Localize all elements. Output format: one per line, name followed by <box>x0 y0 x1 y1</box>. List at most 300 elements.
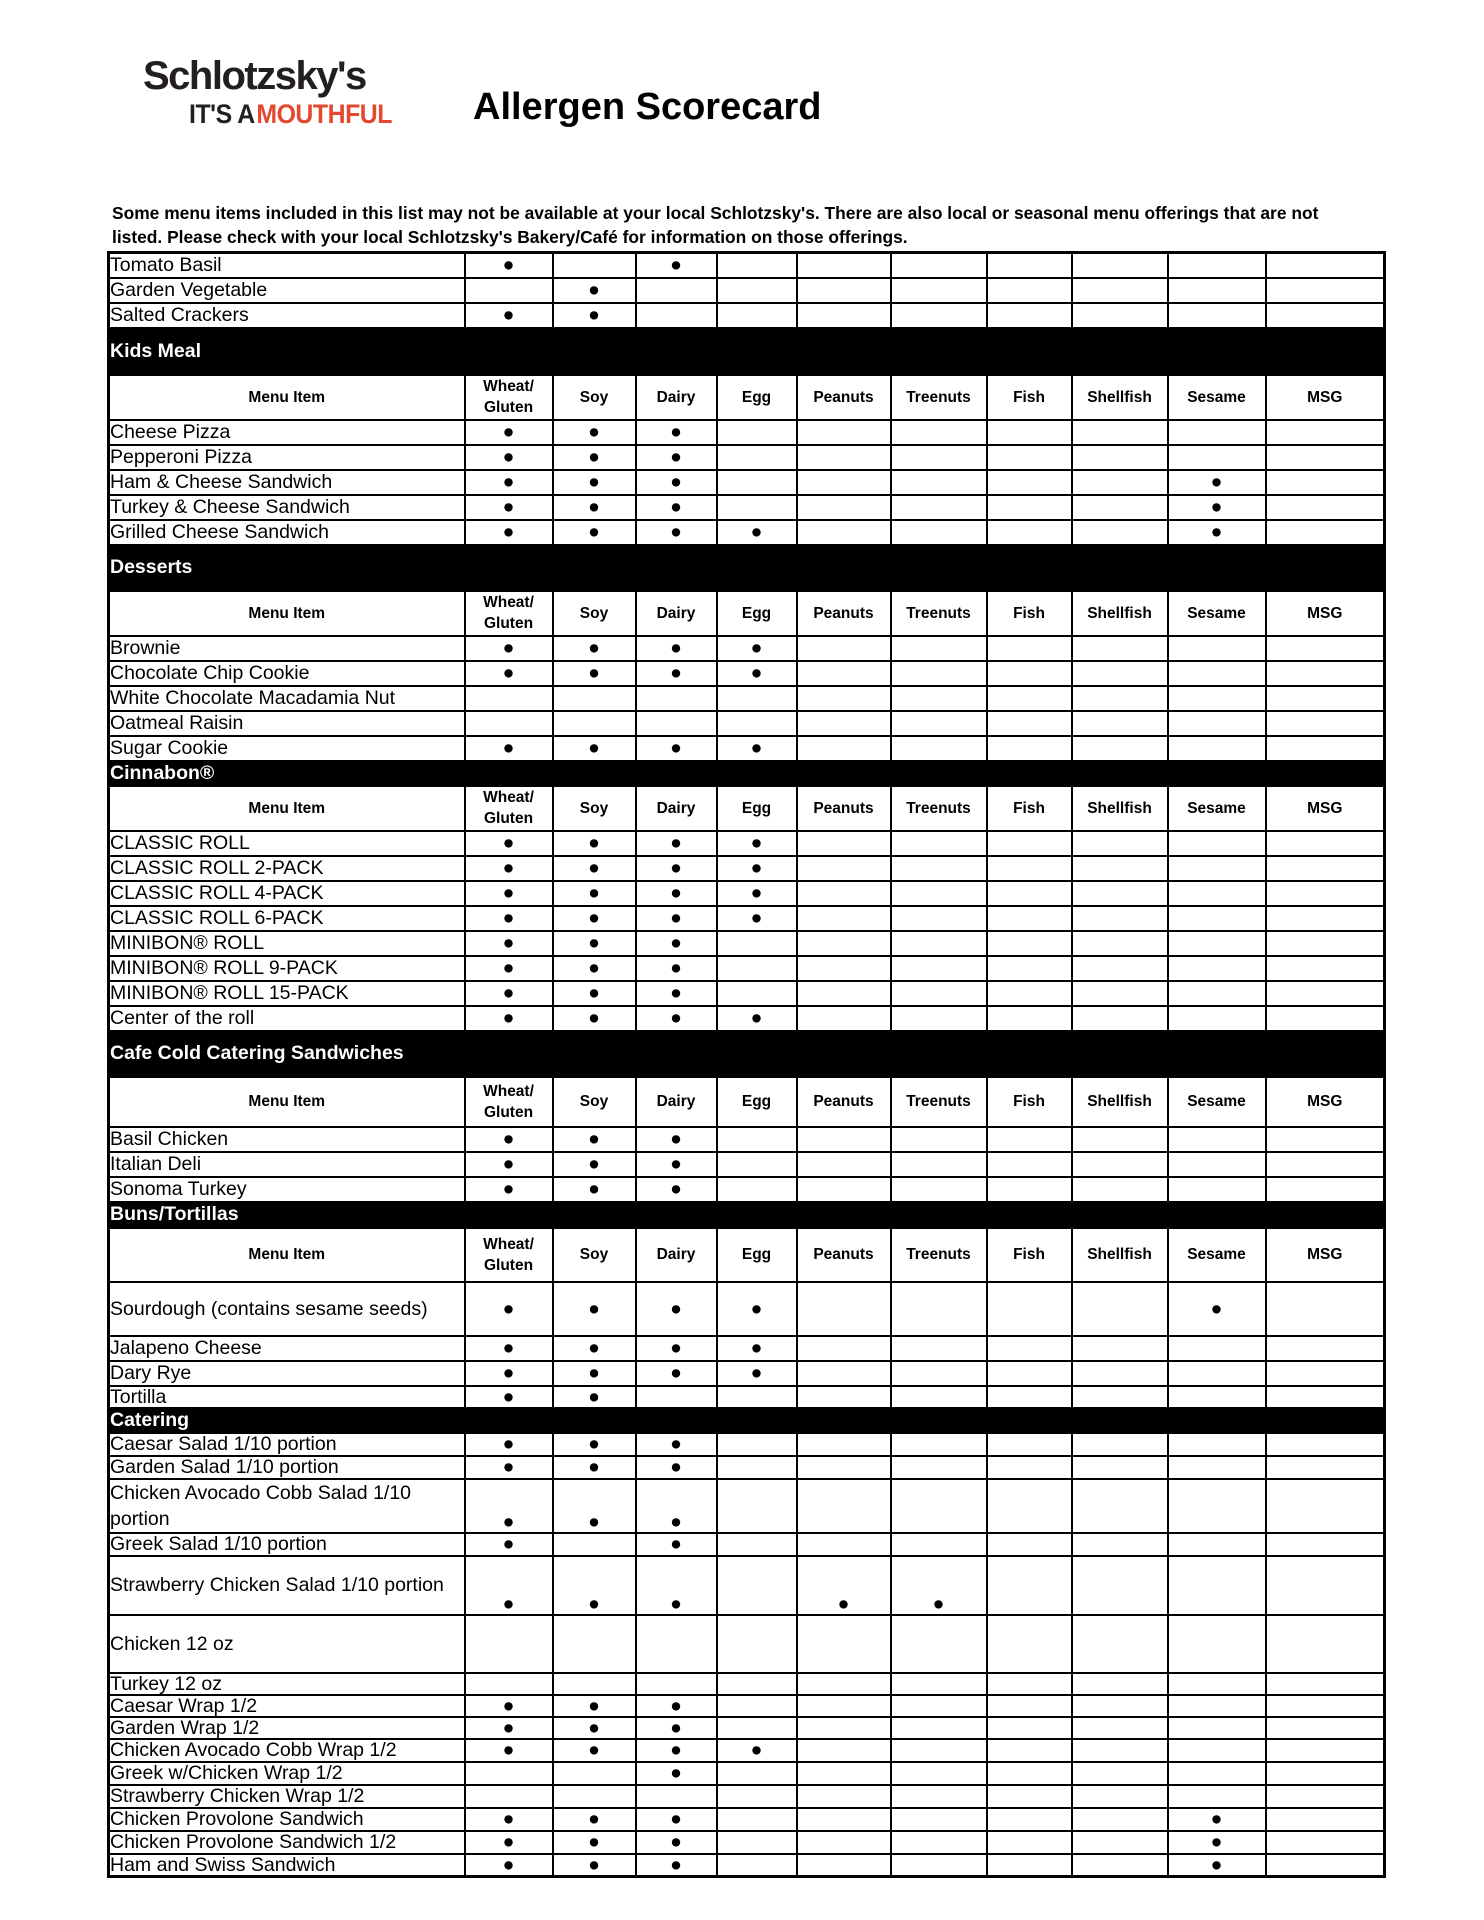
allergen-cell-dairy <box>636 1433 717 1456</box>
table-row <box>109 1831 1385 1854</box>
allergen-cell-shellfish <box>1072 1127 1168 1152</box>
allergen-cell-peanuts <box>797 1386 891 1408</box>
allergen-cell-treenuts <box>891 661 987 686</box>
page-title: Allergen Scorecard <box>473 86 822 128</box>
contains-allergen-dot-icon: ● <box>588 737 600 759</box>
allergen-cell-fish <box>987 906 1072 931</box>
allergen-cell-treenuts <box>891 495 987 520</box>
allergen-cell-sesame <box>1168 278 1266 303</box>
table-row <box>109 956 1385 981</box>
allergen-cell-shellfish <box>1072 1006 1168 1031</box>
allergen-cell-soy <box>553 636 636 661</box>
allergen-cell-shellfish <box>1072 1739 1168 1762</box>
contains-allergen-dot-icon: ● <box>750 1362 763 1384</box>
allergen-cell-msg <box>1266 1673 1385 1695</box>
table-row <box>109 686 1385 711</box>
allergen-cell-peanuts <box>797 1717 891 1739</box>
allergen-cell-msg <box>1266 1739 1385 1762</box>
contains-allergen-dot-icon: ● <box>670 662 682 684</box>
column-header-row <box>109 786 1385 831</box>
allergen-cell-egg <box>717 1556 797 1615</box>
allergen-cell-msg <box>1266 981 1385 1006</box>
allergen-cell-msg <box>1266 1177 1385 1202</box>
contains-allergen-dot-icon: ● <box>750 882 763 904</box>
contains-allergen-dot-icon: ● <box>502 737 515 759</box>
allergen-cell-shellfish <box>1072 1152 1168 1177</box>
allergen-cell-egg <box>717 881 797 906</box>
allergen-cell-soy <box>553 1615 636 1673</box>
allergen-cell-peanuts <box>797 1479 891 1533</box>
allergen-cell-soy <box>553 1556 636 1615</box>
contains-allergen-dot-icon: ● <box>670 1694 682 1717</box>
allergen-cell-peanuts <box>797 1533 891 1556</box>
allergen-cell-sesame <box>1168 1006 1266 1031</box>
allergen-cell-treenuts <box>891 981 987 1006</box>
column-header-msg: MSG <box>1266 1228 1385 1282</box>
allergen-cell-fish <box>987 711 1072 736</box>
contains-allergen-dot-icon: ● <box>750 662 763 684</box>
menu-item-name: Pepperoni Pizza <box>109 445 465 470</box>
allergen-cell-shellfish <box>1072 636 1168 661</box>
allergen-cell-treenuts <box>891 956 987 981</box>
allergen-cell-soy <box>553 303 636 328</box>
allergen-cell-wheat-gluten <box>465 1831 553 1854</box>
table-row <box>109 831 1385 856</box>
allergen-cell-shellfish <box>1072 661 1168 686</box>
contains-allergen-dot-icon: ● <box>502 471 515 493</box>
contains-allergen-dot-icon: ● <box>670 521 682 543</box>
allergen-cell-treenuts <box>891 686 987 711</box>
allergen-cell-wheat-gluten <box>465 831 553 856</box>
column-header-wheat-gluten: Wheat/ Gluten <box>465 591 553 636</box>
table-row <box>109 1762 1385 1785</box>
allergen-cell-dairy <box>636 495 717 520</box>
allergen-cell-soy <box>553 1717 636 1739</box>
allergen-cell-peanuts <box>797 1006 891 1031</box>
table-row <box>109 420 1385 445</box>
allergen-cell-dairy <box>636 1006 717 1031</box>
contains-allergen-dot-icon: ● <box>502 832 515 854</box>
allergen-cell-treenuts <box>891 856 987 881</box>
menu-item-name: Italian Deli <box>109 1152 465 1177</box>
allergen-cell-peanuts <box>797 1762 891 1785</box>
allergen-cell-shellfish <box>1072 1808 1168 1831</box>
contains-allergen-dot-icon: ● <box>670 1716 682 1739</box>
column-header-treenuts: Treenuts <box>891 375 987 420</box>
allergen-cell-shellfish <box>1072 420 1168 445</box>
contains-allergen-dot-icon: ● <box>670 1762 682 1784</box>
allergen-cell-fish <box>987 520 1072 545</box>
allergen-cell-dairy <box>636 1739 717 1762</box>
allergen-cell-wheat-gluten <box>465 1456 553 1479</box>
allergen-cell-shellfish <box>1072 956 1168 981</box>
allergen-cell-peanuts <box>797 736 891 761</box>
allergen-cell-shellfish <box>1072 711 1168 736</box>
contains-allergen-dot-icon: ● <box>588 471 600 493</box>
allergen-cell-egg <box>717 1717 797 1739</box>
allergen-cell-sesame <box>1168 1152 1266 1177</box>
allergen-cell-fish <box>987 1808 1072 1831</box>
allergen-cell-sesame <box>1168 1673 1266 1695</box>
allergen-cell-dairy <box>636 1762 717 1785</box>
contains-allergen-dot-icon: ● <box>670 1153 682 1175</box>
section-header-row <box>109 1031 1385 1077</box>
contains-allergen-dot-icon: ● <box>502 1739 515 1761</box>
column-header-wheat-gluten: Wheat/ Gluten <box>465 786 553 831</box>
allergen-cell-egg <box>717 520 797 545</box>
column-header-menu-item: Menu Item <box>109 786 465 831</box>
allergen-cell-wheat-gluten <box>465 278 553 303</box>
allergen-cell-peanuts <box>797 1456 891 1479</box>
allergen-cell-fish <box>987 1854 1072 1877</box>
menu-item-name: Dary Rye <box>109 1361 465 1386</box>
table-row <box>109 1336 1385 1361</box>
schlotzskys-logo <box>143 54 393 134</box>
allergen-cell-msg <box>1266 856 1385 881</box>
allergen-cell-treenuts <box>891 303 987 328</box>
contains-allergen-dot-icon: ● <box>670 907 682 929</box>
allergen-cell-soy <box>553 1386 636 1408</box>
allergen-cell-fish <box>987 1615 1072 1673</box>
allergen-cell-dairy <box>636 981 717 1006</box>
menu-item-name: Strawberry Chicken Wrap 1/2 <box>109 1785 465 1808</box>
contains-allergen-dot-icon: ● <box>502 421 515 443</box>
allergen-cell-dairy <box>636 303 717 328</box>
allergen-cell-soy <box>553 956 636 981</box>
allergen-cell-soy <box>553 1854 636 1877</box>
allergen-cell-wheat-gluten <box>465 856 553 881</box>
allergen-cell-peanuts <box>797 1831 891 1854</box>
allergen-cell-msg <box>1266 931 1385 956</box>
allergen-cell-sesame <box>1168 1695 1266 1717</box>
allergen-cell-fish <box>987 1533 1072 1556</box>
allergen-cell-msg <box>1266 1556 1385 1615</box>
menu-item-name: Salted Crackers <box>109 303 465 328</box>
allergen-cell-msg <box>1266 1336 1385 1361</box>
allergen-cell-sesame <box>1168 981 1266 1006</box>
contains-allergen-dot-icon: ● <box>670 446 682 468</box>
menu-item-name: Turkey 12 oz <box>109 1673 465 1695</box>
allergen-cell-treenuts <box>891 520 987 545</box>
allergen-cell-wheat-gluten <box>465 1282 553 1336</box>
contains-allergen-dot-icon: ● <box>750 1297 763 1320</box>
allergen-cell-msg <box>1266 956 1385 981</box>
menu-item-name: Greek w/Chicken Wrap 1/2 <box>109 1762 465 1785</box>
allergen-cell-dairy <box>636 1127 717 1152</box>
allergen-cell-egg <box>717 1386 797 1408</box>
contains-allergen-dot-icon: ● <box>670 1510 682 1533</box>
allergen-cell-sesame <box>1168 420 1266 445</box>
allergen-cell-shellfish <box>1072 470 1168 495</box>
allergen-cell-dairy <box>636 1336 717 1361</box>
allergen-cell-treenuts <box>891 1673 987 1695</box>
allergen-cell-dairy <box>636 1717 717 1739</box>
allergen-cell-soy <box>553 831 636 856</box>
column-header-soy: Soy <box>553 786 636 831</box>
contains-allergen-dot-icon: ● <box>1210 1831 1223 1853</box>
allergen-cell-egg <box>717 470 797 495</box>
contains-allergen-dot-icon: ● <box>670 832 682 854</box>
contains-allergen-dot-icon: ● <box>502 1128 515 1150</box>
allergen-cell-fish <box>987 1006 1072 1031</box>
allergen-cell-peanuts <box>797 1336 891 1361</box>
contains-allergen-dot-icon: ● <box>750 521 763 543</box>
contains-allergen-dot-icon: ● <box>588 637 600 659</box>
allergen-cell-sesame <box>1168 520 1266 545</box>
allergen-cell-soy <box>553 1006 636 1031</box>
allergen-cell-fish <box>987 1695 1072 1717</box>
allergen-cell-sesame <box>1168 1717 1266 1739</box>
allergen-cell-dairy <box>636 1831 717 1854</box>
allergen-cell-fish <box>987 956 1072 981</box>
allergen-cell-treenuts <box>891 1336 987 1361</box>
allergen-cell-egg <box>717 1739 797 1762</box>
allergen-cell-sesame <box>1168 881 1266 906</box>
contains-allergen-dot-icon: ● <box>588 882 600 904</box>
allergen-cell-egg <box>717 711 797 736</box>
menu-item-name: Ham & Cheese Sandwich <box>109 470 465 495</box>
table-row <box>109 303 1385 328</box>
allergen-cell-sesame <box>1168 495 1266 520</box>
allergen-cell-treenuts <box>891 906 987 931</box>
column-header-shellfish: Shellfish <box>1072 375 1168 420</box>
allergen-cell-wheat-gluten <box>465 1739 553 1762</box>
allergen-cell-sesame <box>1168 931 1266 956</box>
allergen-cell-egg <box>717 495 797 520</box>
section-title: Cinnabon® <box>109 761 1385 786</box>
allergen-cell-sesame <box>1168 1127 1266 1152</box>
allergen-cell-sesame <box>1168 1533 1266 1556</box>
allergen-cell-wheat-gluten <box>465 736 553 761</box>
contains-allergen-dot-icon: ● <box>502 882 515 904</box>
contains-allergen-dot-icon: ● <box>670 882 682 904</box>
contains-allergen-dot-icon: ● <box>502 1433 515 1455</box>
table-row <box>109 1433 1385 1456</box>
allergen-cell-fish <box>987 1673 1072 1695</box>
contains-allergen-dot-icon: ● <box>670 254 682 277</box>
allergen-cell-treenuts <box>891 1717 987 1739</box>
menu-item-name: CLASSIC ROLL 2-PACK <box>109 856 465 881</box>
contains-allergen-dot-icon: ● <box>502 932 515 954</box>
logo-tagline-prefix: IT'S A <box>189 99 255 129</box>
allergen-cell-msg <box>1266 495 1385 520</box>
table-row <box>109 1386 1385 1408</box>
allergen-cell-peanuts <box>797 1282 891 1336</box>
menu-item-name: Grilled Cheese Sandwich <box>109 520 465 545</box>
allergen-cell-fish <box>987 1556 1072 1615</box>
table-row <box>109 1282 1385 1336</box>
contains-allergen-dot-icon: ● <box>588 857 600 879</box>
allergen-cell-egg <box>717 686 797 711</box>
allergen-cell-dairy <box>636 1854 717 1877</box>
column-header-dairy: Dairy <box>636 375 717 420</box>
allergen-cell-soy <box>553 253 636 278</box>
allergen-cell-wheat-gluten <box>465 686 553 711</box>
menu-item-name: CLASSIC ROLL 6-PACK <box>109 906 465 931</box>
allergen-cell-msg <box>1266 1479 1385 1533</box>
allergen-cell-soy <box>553 1808 636 1831</box>
column-header-msg: MSG <box>1266 375 1385 420</box>
menu-item-name: Chicken Provolone Sandwich <box>109 1808 465 1831</box>
allergen-cell-shellfish <box>1072 1556 1168 1615</box>
allergen-cell-sesame <box>1168 686 1266 711</box>
allergen-cell-soy <box>553 1479 636 1533</box>
menu-item-name: Chocolate Chip Cookie <box>109 661 465 686</box>
column-header-treenuts: Treenuts <box>891 786 987 831</box>
allergen-cell-treenuts <box>891 1695 987 1717</box>
contains-allergen-dot-icon: ● <box>750 857 763 879</box>
allergen-cell-dairy <box>636 661 717 686</box>
column-header-egg: Egg <box>717 591 797 636</box>
menu-item-name: White Chocolate Macadamia Nut <box>109 686 465 711</box>
allergen-cell-dairy <box>636 1456 717 1479</box>
allergen-cell-sesame <box>1168 636 1266 661</box>
allergen-cell-shellfish <box>1072 1479 1168 1533</box>
allergen-cell-shellfish <box>1072 736 1168 761</box>
section-header-row <box>109 761 1385 786</box>
allergen-cell-sesame <box>1168 1479 1266 1533</box>
allergen-cell-msg <box>1266 1456 1385 1479</box>
contains-allergen-dot-icon: ● <box>1210 1808 1223 1830</box>
menu-item-name: Turkey & Cheese Sandwich <box>109 495 465 520</box>
allergen-cell-dairy <box>636 1785 717 1808</box>
allergen-cell-peanuts <box>797 981 891 1006</box>
allergen-cell-fish <box>987 1177 1072 1202</box>
allergen-cell-fish <box>987 1433 1072 1456</box>
allergen-cell-fish <box>987 1739 1072 1762</box>
allergen-cell-soy <box>553 711 636 736</box>
contains-allergen-dot-icon: ● <box>502 1592 515 1615</box>
allergen-cell-dairy <box>636 278 717 303</box>
allergen-cell-soy <box>553 1533 636 1556</box>
allergen-cell-shellfish <box>1072 1386 1168 1408</box>
allergen-cell-wheat-gluten <box>465 420 553 445</box>
contains-allergen-dot-icon: ● <box>588 1456 600 1478</box>
allergen-cell-fish <box>987 1152 1072 1177</box>
contains-allergen-dot-icon: ● <box>502 982 515 1004</box>
allergen-cell-msg <box>1266 520 1385 545</box>
contains-allergen-dot-icon: ● <box>588 496 600 518</box>
menu-item-name: CLASSIC ROLL <box>109 831 465 856</box>
allergen-cell-treenuts <box>891 1456 987 1479</box>
contains-allergen-dot-icon: ● <box>588 304 600 326</box>
table-row <box>109 278 1385 303</box>
contains-allergen-dot-icon: ● <box>502 662 515 684</box>
contains-allergen-dot-icon: ● <box>502 957 515 979</box>
section-header-row <box>109 1202 1385 1228</box>
table-row <box>109 1006 1385 1031</box>
allergen-cell-sesame <box>1168 1785 1266 1808</box>
contains-allergen-dot-icon: ● <box>750 1337 763 1359</box>
allergen-cell-shellfish <box>1072 495 1168 520</box>
allergen-cell-egg <box>717 736 797 761</box>
section-header-row <box>109 1408 1385 1433</box>
allergen-cell-egg <box>717 1152 797 1177</box>
allergen-cell-fish <box>987 1127 1072 1152</box>
contains-allergen-dot-icon: ● <box>750 1007 763 1029</box>
allergen-cell-egg <box>717 1854 797 1877</box>
menu-item-name: Sonoma Turkey <box>109 1177 465 1202</box>
table-row <box>109 1152 1385 1177</box>
allergen-cell-soy <box>553 520 636 545</box>
allergen-cell-fish <box>987 661 1072 686</box>
column-header-soy: Soy <box>553 1077 636 1127</box>
allergen-cell-wheat-gluten <box>465 253 553 278</box>
column-header-menu-item: Menu Item <box>109 1228 465 1282</box>
allergen-cell-sesame <box>1168 906 1266 931</box>
allergen-cell-peanuts <box>797 420 891 445</box>
allergen-cell-fish <box>987 1831 1072 1854</box>
allergen-cell-wheat-gluten <box>465 906 553 931</box>
contains-allergen-dot-icon: ● <box>588 1808 600 1830</box>
allergen-cell-shellfish <box>1072 1533 1168 1556</box>
allergen-cell-wheat-gluten <box>465 1717 553 1739</box>
allergen-cell-egg <box>717 831 797 856</box>
menu-item-name: Chicken Provolone Sandwich 1/2 <box>109 1831 465 1854</box>
allergen-cell-fish <box>987 856 1072 881</box>
column-header-shellfish: Shellfish <box>1072 591 1168 636</box>
allergen-cell-fish <box>987 253 1072 278</box>
table-row <box>109 1615 1385 1673</box>
table-row <box>109 736 1385 761</box>
allergen-cell-egg <box>717 1361 797 1386</box>
allergen-cell-treenuts <box>891 278 987 303</box>
allergen-cell-soy <box>553 906 636 931</box>
allergen-cell-dairy <box>636 931 717 956</box>
contains-allergen-dot-icon: ● <box>670 1128 682 1150</box>
allergen-cell-egg <box>717 636 797 661</box>
column-header-sesame: Sesame <box>1168 1077 1266 1127</box>
allergen-cell-treenuts <box>891 1785 987 1808</box>
allergen-cell-peanuts <box>797 856 891 881</box>
allergen-cell-peanuts <box>797 495 891 520</box>
allergen-cell-shellfish <box>1072 906 1168 931</box>
allergen-cell-wheat-gluten <box>465 1808 553 1831</box>
allergen-cell-fish <box>987 1479 1072 1533</box>
contains-allergen-dot-icon: ● <box>1210 521 1223 543</box>
contains-allergen-dot-icon: ● <box>670 1739 682 1761</box>
allergen-cell-dairy <box>636 1152 717 1177</box>
allergen-cell-soy <box>553 1361 636 1386</box>
allergen-cell-dairy <box>636 1361 717 1386</box>
column-header-wheat-gluten: Wheat/ Gluten <box>465 1077 553 1127</box>
allergen-cell-soy <box>553 1739 636 1762</box>
allergen-cell-msg <box>1266 711 1385 736</box>
allergen-cell-egg <box>717 931 797 956</box>
column-header-peanuts: Peanuts <box>797 1228 891 1282</box>
table-row <box>109 1808 1385 1831</box>
allergen-cell-msg <box>1266 1361 1385 1386</box>
allergen-cell-dairy <box>636 1386 717 1408</box>
menu-item-name: Ham and Swiss Sandwich <box>109 1854 465 1877</box>
allergen-cell-peanuts <box>797 1673 891 1695</box>
allergen-cell-wheat-gluten <box>465 956 553 981</box>
contains-allergen-dot-icon: ● <box>670 421 682 443</box>
allergen-cell-peanuts <box>797 520 891 545</box>
allergen-cell-wheat-gluten <box>465 931 553 956</box>
allergen-cell-sesame <box>1168 661 1266 686</box>
logo-brand-text: Schlotzsky's <box>143 54 366 98</box>
allergen-cell-sesame <box>1168 1854 1266 1877</box>
contains-allergen-dot-icon: ● <box>670 1337 682 1359</box>
allergen-cell-treenuts <box>891 1808 987 1831</box>
allergen-cell-soy <box>553 981 636 1006</box>
allergen-cell-shellfish <box>1072 1433 1168 1456</box>
contains-allergen-dot-icon: ● <box>502 1337 515 1359</box>
allergen-cell-fish <box>987 931 1072 956</box>
allergen-cell-wheat-gluten <box>465 1336 553 1361</box>
allergen-cell-msg <box>1266 1152 1385 1177</box>
